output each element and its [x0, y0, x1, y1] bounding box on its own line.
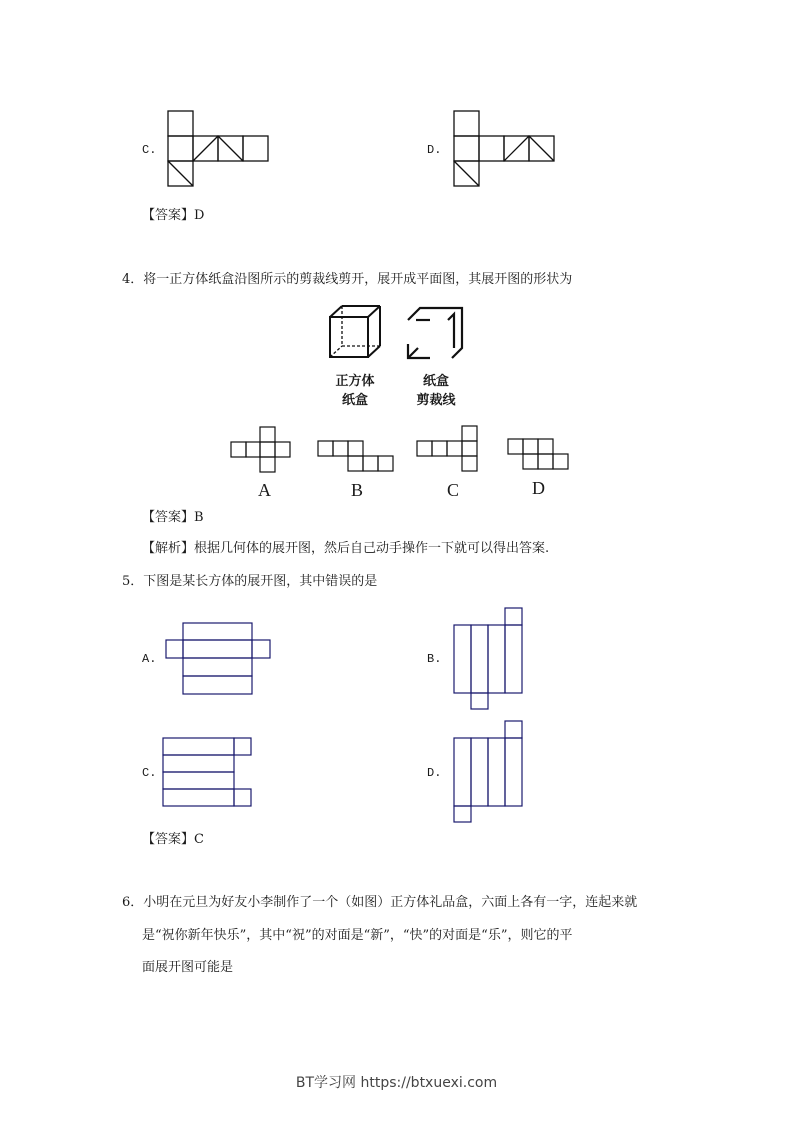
q3-option-d-label: D.: [427, 143, 442, 157]
q5-option-c-net: [162, 737, 254, 809]
q6-line1: 6．小明在元旦为好友小李制作了一个（如图）正方体礼品盒，六面上各有一字，连起来就: [122, 895, 638, 910]
q5-option-a-label: A.: [142, 652, 157, 666]
q3-option-d-net: [452, 110, 558, 188]
q5-option-c-label: C.: [142, 766, 157, 780]
q5-option-d-net: [453, 720, 526, 824]
q4-answer: 【答案】B: [142, 510, 204, 525]
q4-option-d-label: D: [532, 478, 545, 498]
q5-answer: 【答案】C: [142, 832, 204, 847]
q3-option-c-net: [166, 110, 272, 188]
q3-option-c-label: C.: [142, 143, 157, 157]
q4-option-c-net: [416, 425, 482, 473]
q4-cut-caption: [406, 372, 466, 410]
q4-cut-caption-line1: 纸盒: [422, 374, 449, 389]
q4-cut-line-figure: [404, 304, 466, 362]
q5-option-b-net: [453, 607, 526, 711]
q4-cube-figure: [327, 304, 383, 360]
page-footer: BT学习网 https://btxuexi.com: [295, 1075, 498, 1091]
q5-option-d-label: D.: [427, 766, 442, 780]
q4-option-b-net: [317, 440, 397, 474]
q4-analysis: 【解析】根据几何体的展开图，然后自己动手操作一下就可以得出答案.: [142, 541, 550, 556]
q5-question: 5．下图是某长方体的展开图，其中错误的是: [122, 574, 378, 589]
q3-answer: 【答案】D: [142, 208, 205, 223]
q4-cube-caption: [325, 372, 385, 410]
q5-option-b-label: B.: [427, 652, 442, 666]
q5-option-a-net: [165, 622, 273, 696]
q6-line2: 是“祝你新年快乐”，其中“祝”的对面是“新”，“快”的对面是“乐”，则它的平: [142, 928, 573, 943]
q4-cube-caption-line2: 纸盒: [341, 393, 368, 408]
q4-option-b-label: B: [351, 480, 364, 500]
q4-option-d-net: [507, 438, 573, 472]
q4-option-a-label: A: [258, 480, 271, 500]
q4-option-a-net: [230, 426, 298, 474]
q4-question: 4．将一正方体纸盒沿图所示的剪裁线剪开，展开成平面图，其展开图的形状为: [122, 272, 573, 287]
q4-cut-caption-line2: 剪裁线: [416, 393, 456, 408]
q4-option-c-label: C: [447, 480, 460, 500]
q6-line3: 面展开图可能是: [142, 960, 234, 975]
q4-cube-caption-line1: 正方体: [335, 374, 375, 389]
